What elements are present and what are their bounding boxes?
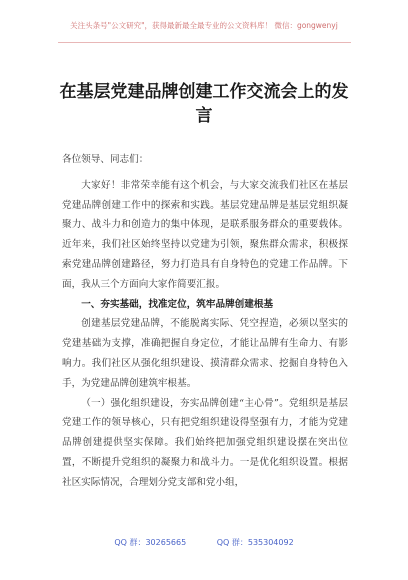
salutation: 各位领导、同志们： (62, 154, 149, 165)
section-heading-1: 一、夯实基础，找准定位，筑牢品牌创建根基 (81, 298, 274, 310)
qq-group-2-number: 535304092 (247, 538, 294, 547)
footer-qq-groups (0, 537, 408, 548)
qq-group-1 (114, 538, 186, 547)
document-body (62, 150, 348, 493)
qq-group-1-label: QQ 群： (114, 538, 146, 547)
qq-group-1-number: 30265665 (145, 538, 187, 547)
header-notice: 关注头条号"公文研究"，获得最新最全最专业的公文资料库！ 微信：gongwenyj (70, 21, 338, 30)
paragraph-organization: （一）强化组织建设，夯实品牌创建“主心骨”。党组织是基层党建工作的领导核心，只有把党组织建设得坚强有力，才能为党建品牌创建提供坚实保障。我们始终把加强党组织建设摆在突出位置，不断提升党组织的凝聚力和战斗力。一是优化组织设置。根据社区实际情况，合理划分党支部和党小组， (62, 397, 348, 488)
qq-group-2 (217, 538, 294, 547)
paragraph-intro: 大家好！非常荣幸能有这个机会，与大家交流我们社区在基层党建品牌创建工作中的探索和实践。基层党建品牌是基层党组织凝聚力、战斗力和创造力的集中体现，是联系服务群众的重要载体。近年来，我们社区始终坚持以党建为引领，聚焦群众需求，积极探索党建品牌创建路径，努力打造具有自身特色的党建工作品牌。下面，我从三个方面向大家作简要汇报。 (62, 179, 348, 290)
document-title: 在基层党建品牌创建工作交流会上的发言 (59, 82, 349, 126)
qq-group-2-label: QQ 群： (216, 538, 248, 547)
paragraph-foundation: 创建基层党建品牌，不能脱离实际、凭空捏造，必须以坚实的党建基础为支撑，准确把握自身定位，才能让品牌有生命力、有影响力。我们社区从强化组织建设、摸清群众需求、挖掘自身特色入手，为党建品牌创建筑牢根基。 (62, 318, 348, 389)
header-divider (58, 42, 351, 43)
